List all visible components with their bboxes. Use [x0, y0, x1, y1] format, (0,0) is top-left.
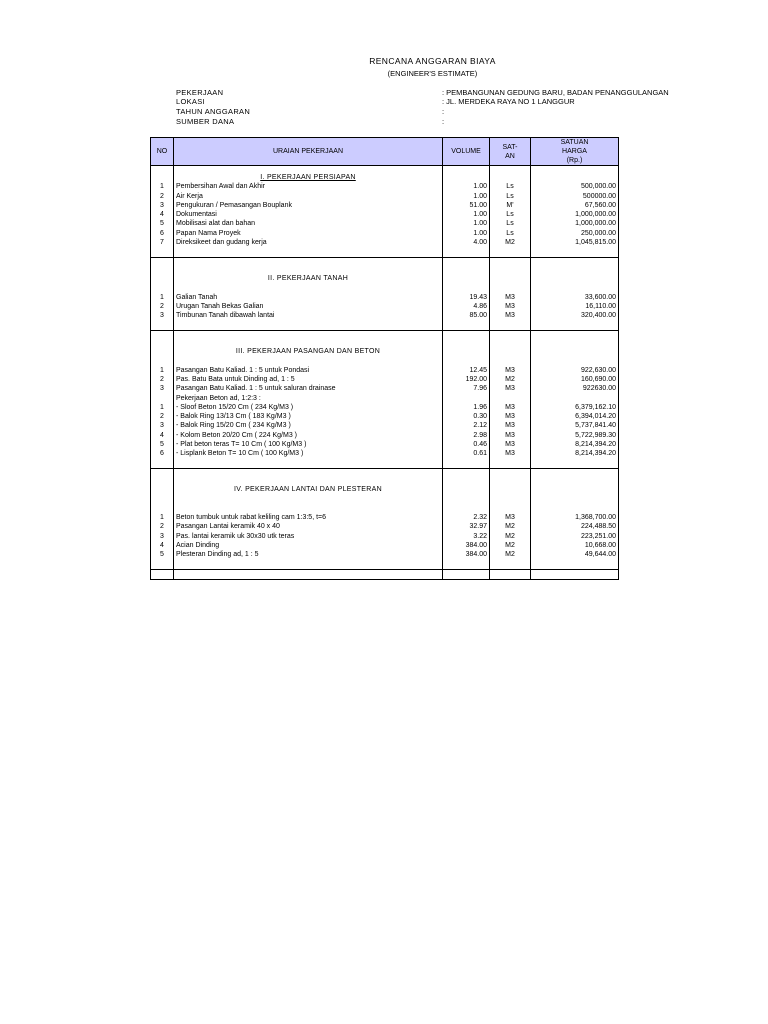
cell-no: 1 [151, 513, 174, 522]
cell-price: 67,560.00 [531, 201, 619, 210]
cell-no: 5 [151, 219, 174, 228]
cell-vol [443, 394, 490, 403]
section-gap-row [151, 330, 619, 338]
cell-vol: 2.12 [443, 421, 490, 430]
table-row [151, 210, 619, 219]
table-row [151, 541, 619, 550]
cell-no: 3 [151, 201, 174, 210]
cell-vol: 1.00 [443, 229, 490, 238]
info-label-sumber: SUMBER DANA [176, 117, 235, 126]
document-subtitle: (ENGINEER'S ESTIMATE) [387, 69, 478, 78]
cell-desc: Pasangan Batu Kaliad. 1 : 5 untuk Pondasi [174, 366, 443, 375]
empty-cell [443, 356, 490, 365]
empty-cell [531, 495, 619, 504]
info-label-lokasi: LOKASI [176, 97, 205, 106]
cell-desc: Papan Nama Proyek [174, 229, 443, 238]
cell-vol: 3.22 [443, 532, 490, 541]
cell-no: 1 [151, 182, 174, 191]
empty-cell [151, 320, 174, 330]
empty-cell [531, 476, 619, 485]
section-spacer-row [151, 356, 619, 365]
cell-desc: Pengukuran / Pemasangan Bouplank [174, 201, 443, 210]
column-header-no: NO [151, 138, 174, 166]
cell-sat: Ls [490, 229, 531, 238]
empty-cell [531, 257, 619, 265]
cell-desc: Dokumentasi [174, 210, 443, 219]
table-row [151, 513, 619, 522]
cell-no: 6 [151, 449, 174, 458]
empty-cell [531, 338, 619, 347]
empty-cell [151, 257, 174, 265]
cell-vol: 2.98 [443, 431, 490, 440]
cell-sat: Ls [490, 192, 531, 201]
empty-cell [490, 468, 531, 476]
empty-cell [174, 356, 443, 365]
cell-no: 5 [151, 440, 174, 449]
empty-cell [174, 569, 443, 579]
cell-price: 500000.00 [531, 192, 619, 201]
empty-cell [531, 247, 619, 257]
empty-cell [443, 274, 490, 283]
section-spacer-row [151, 495, 619, 504]
cell-vol: 1.00 [443, 182, 490, 191]
section-heading: I. PEKERJAAN PERSIAPAN [174, 173, 443, 182]
empty-cell [490, 495, 531, 504]
cell-no: 2 [151, 412, 174, 421]
cell-no: 3 [151, 384, 174, 393]
cell-vol: 19.43 [443, 293, 490, 302]
empty-cell [174, 560, 443, 570]
empty-cell [531, 356, 619, 365]
section-heading-row [151, 173, 619, 182]
empty-cell [490, 356, 531, 365]
cell-price: 1,000,000.00 [531, 210, 619, 219]
table-row [151, 522, 619, 531]
empty-cell [443, 330, 490, 338]
empty-cell [490, 283, 531, 292]
cell-vol: 32.97 [443, 522, 490, 531]
table-row [151, 440, 619, 449]
empty-cell [151, 468, 174, 476]
cell-desc: Plesteran Dinding ad, 1 : 5 [174, 550, 443, 559]
cell-desc: - Lisplank Beton T= 10 Cm ( 100 Kg/M3 ) [174, 449, 443, 458]
empty-cell [151, 485, 174, 494]
table-row [151, 375, 619, 384]
table-row [151, 302, 619, 311]
cell-sat: M2 [490, 375, 531, 384]
cell-desc: Direksikeet dan gudang kerja [174, 238, 443, 247]
cell-price: 6,394,014.20 [531, 412, 619, 421]
cell-vol: 7.96 [443, 384, 490, 393]
empty-cell [443, 476, 490, 485]
cell-sat: M3 [490, 440, 531, 449]
section-spacer-row [151, 265, 619, 274]
cell-vol: 51.00 [443, 201, 490, 210]
cell-desc: Pekerjaan Beton ad, 1:2:3 : [174, 394, 443, 403]
empty-cell [443, 459, 490, 469]
empty-cell [443, 320, 490, 330]
info-value-tahun: : [442, 107, 445, 116]
empty-cell [531, 330, 619, 338]
cell-vol: 2.32 [443, 513, 490, 522]
cell-sat: M2 [490, 550, 531, 559]
empty-cell [174, 166, 443, 174]
empty-cell [151, 459, 174, 469]
empty-cell [151, 569, 174, 579]
cell-price: 1,045,815.00 [531, 238, 619, 247]
empty-cell [151, 247, 174, 257]
empty-cell [490, 476, 531, 485]
empty-cell [443, 560, 490, 570]
cell-price: 500,000.00 [531, 182, 619, 191]
empty-cell [174, 459, 443, 469]
section-heading-row [151, 347, 619, 356]
cell-price: 5,722,989.30 [531, 431, 619, 440]
section-end-row [151, 247, 619, 257]
cell-vol: 0.61 [443, 449, 490, 458]
empty-cell [151, 274, 174, 283]
empty-cell [174, 338, 443, 347]
empty-cell [490, 247, 531, 257]
section-heading-row [151, 274, 619, 283]
cell-no: 1 [151, 293, 174, 302]
budget-table [150, 137, 619, 580]
cell-desc: Pas. Batu Bata untuk Dinding ad, 1 : 5 [174, 375, 443, 384]
empty-cell [174, 247, 443, 257]
empty-cell [490, 274, 531, 283]
empty-cell [174, 468, 443, 476]
cell-price: 922630.00 [531, 384, 619, 393]
empty-cell [151, 166, 174, 174]
empty-cell [531, 283, 619, 292]
section-spacer-row [151, 338, 619, 347]
cell-sat: M2 [490, 541, 531, 550]
cell-desc: Pasangan Batu Kaliad. 1 : 5 untuk saluran drainase [174, 384, 443, 393]
cell-vol: 12.45 [443, 366, 490, 375]
table-row [151, 192, 619, 201]
cell-price: 49,644.00 [531, 550, 619, 559]
section-heading: II. PEKERJAAN TANAH [174, 274, 443, 283]
cell-price: 1,368,700.00 [531, 513, 619, 522]
empty-cell [490, 347, 531, 356]
cell-price: 922,630.00 [531, 366, 619, 375]
empty-cell [151, 347, 174, 356]
table-row [151, 449, 619, 458]
empty-cell [443, 468, 490, 476]
cell-no: 1 [151, 403, 174, 412]
info-label-tahun: TAHUN ANGGARAN [176, 107, 251, 116]
empty-cell [490, 504, 531, 513]
cell-price: 6,379,162.10 [531, 403, 619, 412]
section-heading-row [151, 485, 619, 494]
column-header-unit-price: SATUAN HARGA (Rp.) [531, 138, 619, 166]
cell-price: 1,000,000.00 [531, 219, 619, 228]
empty-cell [443, 173, 490, 182]
cell-vol: 384.00 [443, 541, 490, 550]
empty-cell [490, 173, 531, 182]
empty-cell [443, 265, 490, 274]
cell-sat: Ls [490, 219, 531, 228]
empty-cell [531, 468, 619, 476]
info-label-pekerjaan: PEKERJAAN [176, 88, 224, 97]
cell-sat [490, 394, 531, 403]
section-heading: IV. PEKERJAAN LANTAI DAN PLESTERAN [174, 485, 443, 494]
cell-desc: - Balok Ring 13/13 Cm ( 183 Kg/M3 ) [174, 412, 443, 421]
table-row [151, 238, 619, 247]
section-end-row [151, 320, 619, 330]
cell-no: 3 [151, 421, 174, 430]
cell-vol: 4.86 [443, 302, 490, 311]
table-row [151, 550, 619, 559]
empty-cell [490, 265, 531, 274]
empty-cell [531, 459, 619, 469]
cell-sat: M3 [490, 403, 531, 412]
empty-cell [531, 347, 619, 356]
section-heading: III. PEKERJAAN PASANGAN DAN BETON [174, 347, 443, 356]
empty-cell [443, 283, 490, 292]
empty-cell [490, 459, 531, 469]
cell-no: 2 [151, 375, 174, 384]
cell-vol: 192.00 [443, 375, 490, 384]
empty-cell [174, 495, 443, 504]
cell-sat: M' [490, 201, 531, 210]
empty-cell [151, 283, 174, 292]
table-row [151, 532, 619, 541]
empty-cell [151, 173, 174, 182]
table-row [151, 293, 619, 302]
info-value-pekerjaan: : PEMBANGUNAN GEDUNG BARU, BADAN PENANGGULANGAN [442, 88, 669, 97]
empty-cell [531, 173, 619, 182]
cell-price: 5,737,841.40 [531, 421, 619, 430]
empty-cell [490, 485, 531, 494]
cell-no: 6 [151, 229, 174, 238]
cell-no: 1 [151, 366, 174, 375]
empty-cell [443, 504, 490, 513]
cell-no [151, 394, 174, 403]
cell-no: 4 [151, 431, 174, 440]
table-row [151, 431, 619, 440]
table-body [151, 166, 619, 580]
empty-cell [174, 283, 443, 292]
empty-cell [490, 166, 531, 174]
table-row [151, 394, 619, 403]
section-spacer-row [151, 504, 619, 513]
cell-vol: 384.00 [443, 550, 490, 559]
cell-vol: 0.46 [443, 440, 490, 449]
empty-cell [151, 330, 174, 338]
empty-cell [490, 320, 531, 330]
cell-price: 160,690.00 [531, 375, 619, 384]
empty-cell [531, 274, 619, 283]
cell-desc: Air Kerja [174, 192, 443, 201]
section-gap-row [151, 257, 619, 265]
cell-sat: M3 [490, 311, 531, 320]
table-row [151, 182, 619, 191]
section-spacer-row [151, 476, 619, 485]
cell-sat: M3 [490, 384, 531, 393]
section-end-row [151, 459, 619, 469]
cell-vol: 1.00 [443, 219, 490, 228]
empty-cell [490, 330, 531, 338]
empty-cell [490, 569, 531, 579]
cell-no: 2 [151, 192, 174, 201]
column-header-unit: SAT- AN [490, 138, 531, 166]
section-gap-row [151, 166, 619, 174]
cell-price: 16,110.00 [531, 302, 619, 311]
table-row [151, 219, 619, 228]
empty-cell [443, 166, 490, 174]
empty-cell [443, 338, 490, 347]
cell-vol: 1.00 [443, 210, 490, 219]
empty-cell [151, 338, 174, 347]
empty-cell [443, 257, 490, 265]
empty-cell [151, 504, 174, 513]
cell-vol: 85.00 [443, 311, 490, 320]
empty-cell [174, 257, 443, 265]
cell-desc: - Kolom Beton 20/20 Cm ( 224 Kg/M3 ) [174, 431, 443, 440]
cell-desc: Pas. lantai keramik uk 30x30 utk teras [174, 532, 443, 541]
cell-no: 3 [151, 532, 174, 541]
cell-price: 224,488.50 [531, 522, 619, 531]
cell-desc: Mobilisasi alat dan bahan [174, 219, 443, 228]
table-row [151, 201, 619, 210]
empty-cell [151, 476, 174, 485]
empty-cell [443, 347, 490, 356]
cell-no: 2 [151, 522, 174, 531]
cell-vol: 1.96 [443, 403, 490, 412]
cell-no: 7 [151, 238, 174, 247]
cell-sat: M3 [490, 366, 531, 375]
cell-desc: Acian Dinding [174, 541, 443, 550]
empty-cell [174, 320, 443, 330]
cell-price: 223,251.00 [531, 532, 619, 541]
cell-desc: - Plat beton teras T= 10 Cm ( 100 Kg/M3 ) [174, 440, 443, 449]
cell-desc: - Balok Ring 15/20 Cm ( 234 Kg/M3 ) [174, 421, 443, 430]
cell-sat: M3 [490, 513, 531, 522]
empty-cell [443, 485, 490, 494]
cell-sat: Ls [490, 210, 531, 219]
cell-price: 8,214,394.20 [531, 440, 619, 449]
cell-sat: M2 [490, 238, 531, 247]
empty-cell [531, 166, 619, 174]
empty-cell [151, 495, 174, 504]
empty-cell [174, 504, 443, 513]
cell-desc: Beton tumbuk untuk rabat keliling cam 1:3:5, t=6 [174, 513, 443, 522]
cell-desc: Urugan Tanah Bekas Galian [174, 302, 443, 311]
table-closing-row [151, 569, 619, 579]
table-row [151, 403, 619, 412]
empty-cell [531, 569, 619, 579]
empty-cell [531, 560, 619, 570]
empty-cell [531, 504, 619, 513]
document-title: RENCANA ANGGARAN BIAYA [369, 56, 496, 66]
cell-sat: M3 [490, 293, 531, 302]
cell-no: 4 [151, 210, 174, 219]
cell-desc: Galian Tanah [174, 293, 443, 302]
table-row [151, 421, 619, 430]
empty-cell [443, 569, 490, 579]
empty-cell [531, 485, 619, 494]
empty-cell [531, 320, 619, 330]
cell-sat: M3 [490, 412, 531, 421]
cell-price: 320,400.00 [531, 311, 619, 320]
cell-sat: M3 [490, 421, 531, 430]
cell-sat: M3 [490, 431, 531, 440]
empty-cell [151, 356, 174, 365]
empty-cell [174, 330, 443, 338]
section-end-row [151, 560, 619, 570]
table-row [151, 412, 619, 421]
empty-cell [531, 265, 619, 274]
cell-desc: Timbunan Tanah dibawah lantai [174, 311, 443, 320]
table-row [151, 229, 619, 238]
empty-cell [174, 476, 443, 485]
cell-sat: M2 [490, 532, 531, 541]
empty-cell [174, 265, 443, 274]
empty-cell [490, 338, 531, 347]
table-row [151, 366, 619, 375]
cell-no: 4 [151, 541, 174, 550]
empty-cell [151, 265, 174, 274]
cell-vol: 0.30 [443, 412, 490, 421]
cell-sat: M3 [490, 449, 531, 458]
empty-cell [443, 495, 490, 504]
section-spacer-row [151, 283, 619, 292]
section-gap-row [151, 468, 619, 476]
cell-price [531, 394, 619, 403]
cell-desc: - Sloof Beton 15/20 Cm ( 234 Kg/M3 ) [174, 403, 443, 412]
empty-cell [490, 257, 531, 265]
cell-vol: 1.00 [443, 192, 490, 201]
cell-price: 10,668.00 [531, 541, 619, 550]
cell-sat: Ls [490, 182, 531, 191]
cell-no: 5 [151, 550, 174, 559]
cell-no: 3 [151, 311, 174, 320]
table-row [151, 384, 619, 393]
cell-price: 250,000.00 [531, 229, 619, 238]
column-header-volume: VOLUME [443, 138, 490, 166]
column-header-description: URAIAN PEKERJAAN [174, 138, 443, 166]
table-header-row [151, 138, 619, 166]
table-row [151, 311, 619, 320]
info-value-sumber: : [442, 117, 445, 126]
info-value-lokasi: : JL. MERDEKA RAYA NO 1 LANGGUR [442, 97, 575, 106]
cell-vol: 4.00 [443, 238, 490, 247]
cell-sat: M3 [490, 302, 531, 311]
cell-no: 2 [151, 302, 174, 311]
empty-cell [490, 560, 531, 570]
cell-desc: Pembersihan Awal dan Akhir [174, 182, 443, 191]
cell-desc: Pasangan Lantai keramik 40 x 40 [174, 522, 443, 531]
empty-cell [443, 247, 490, 257]
cell-sat: M2 [490, 522, 531, 531]
empty-cell [151, 560, 174, 570]
cell-price: 33,600.00 [531, 293, 619, 302]
cell-price: 8,214,394.20 [531, 449, 619, 458]
